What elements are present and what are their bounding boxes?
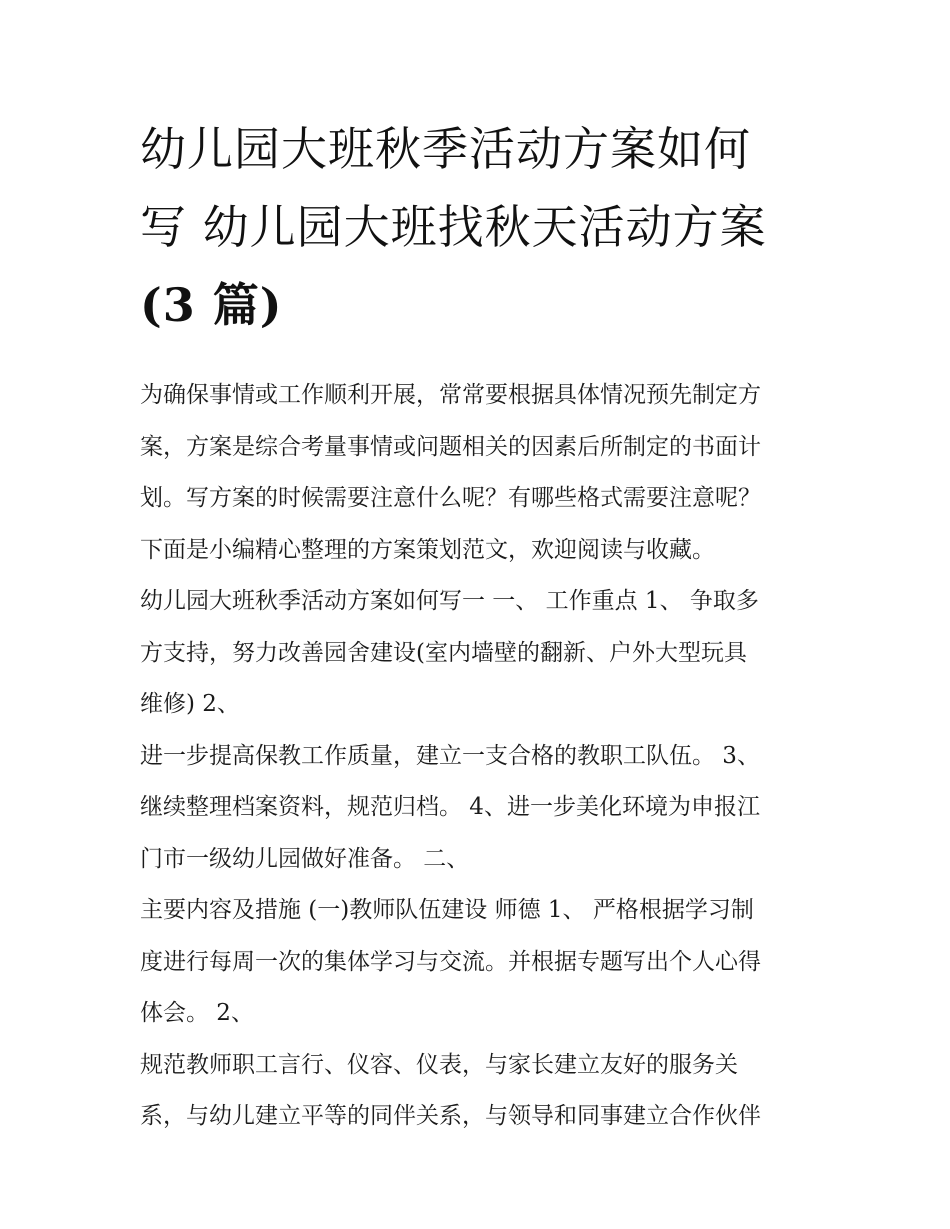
document-body: [140, 370, 820, 1143]
body-line: 系，与幼儿建立平等的同伴关系，与领导和同事建立合作伙伴: [140, 1103, 761, 1129]
body-line: 体会。 2、: [140, 1000, 254, 1026]
body-line: 方支持，努力改善园舍建设(室内墙壁的翻新、户外大型玩具: [140, 639, 747, 666]
body-line: 维修) 2、: [140, 691, 240, 717]
body-line: 度进行每周一次的集体学习与交流。并根据专题写出个人心得: [140, 948, 761, 975]
title-line-2: 写 幼儿园大班找秋天活动方案: [140, 200, 767, 254]
body-line: 规范教师职工言行、仪容、仪表，与家长建立友好的服务关: [140, 1051, 738, 1078]
body-line: 门市一级幼儿园做好准备。 二、: [140, 845, 470, 872]
document-page: [140, 110, 820, 1143]
body-line: 为确保事情或工作顺利开展，常常要根据具体情况预先制定方: [140, 382, 761, 408]
body-line: 主要内容及措施 (一)教师队伍建设 师德 1、 严格根据学习制: [140, 897, 754, 923]
body-line: 划。写方案的时候需要注意什么呢？有哪些格式需要注意呢？: [140, 485, 761, 511]
body-line: 案，方案是综合考量事情或问题相关的因素后所制定的书面计: [140, 433, 761, 460]
title-line-3: (3 篇): [140, 278, 283, 332]
body-line: 下面是小编精心整理的方案策划范文，欢迎阅读与收藏。: [140, 536, 715, 563]
document-title: [140, 110, 820, 344]
body-line: 幼儿园大班秋季活动方案如何写一 一、 工作重点 1、 争取多: [140, 588, 759, 614]
title-line-1: 幼儿园大班秋季活动方案如何: [140, 122, 751, 176]
body-line: 进一步提高保教工作质量，建立一支合格的教职工队伍。 3、: [140, 742, 760, 769]
body-line: 继续整理档案资料，规范归档。 4、进一步美化环境为申报江: [140, 794, 760, 820]
